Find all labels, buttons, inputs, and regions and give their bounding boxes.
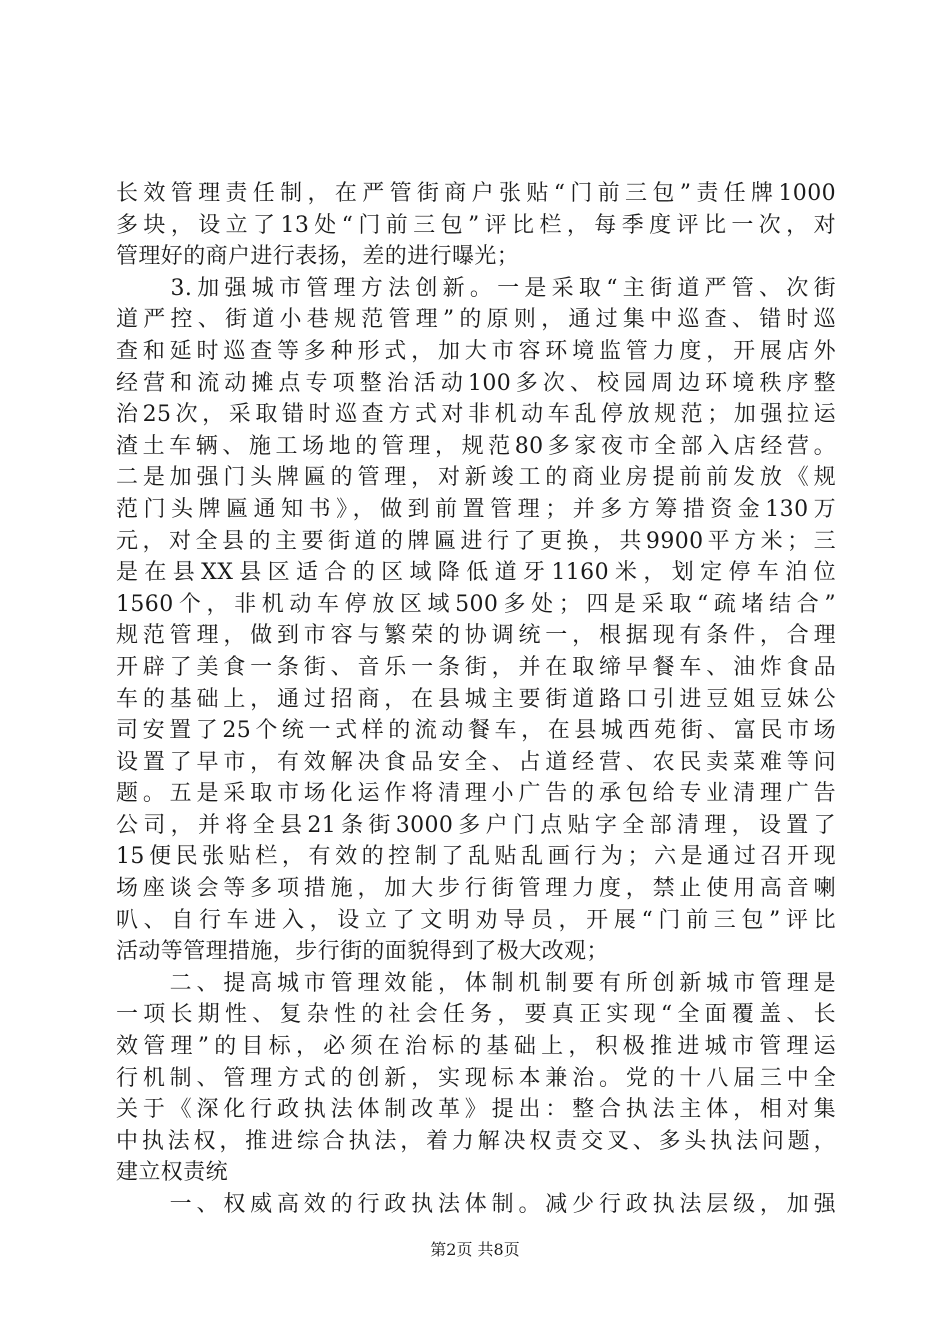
text-line: 二是加强门头牌匾的管理，对新竣工的商业房提前前发放《规 <box>116 465 836 491</box>
text-line: 治25次，采取错时巡查方式对非机动车乱停放规范；加强拉运 <box>116 402 836 428</box>
text-line: 建立权责统 <box>116 1160 229 1186</box>
text-line: 题。五是采取市场化运作将清理小广告的承包给专业清理广告 <box>116 781 836 807</box>
text-line: 3.加强城市管理方法创新。一是采取“主街道严管、次街 <box>116 275 836 301</box>
text-line: 公司，并将全县21条街3000多户门点贴字全部清理，设置了 <box>116 812 836 838</box>
text-line: 场座谈会等多项措施，加大步行街管理力度，禁止使用高音喇 <box>116 876 836 902</box>
text-line: 元，对全县的主要街道的牌匾进行了更换，共9900平方米；三 <box>116 528 836 554</box>
text-line: 行机制、管理方式的创新，实现标本兼治。党的十八届三中全 <box>116 1065 836 1091</box>
text-line: 道严控、街道小巷规范管理”的原则，通过集中巡查、错时巡 <box>116 307 836 333</box>
document-body <box>116 178 836 1221</box>
text-line: 关于《深化行政执法体制改革》提出：整合执法主体，相对集 <box>116 1097 836 1123</box>
text-line: 15便民张贴栏，有效的控制了乱贴乱画行为；六是通过召开现 <box>116 844 836 870</box>
text-line: 一项长期性、复杂性的社会任务，要真正实现“全面覆盖、长 <box>116 1002 836 1028</box>
text-line: 规范管理，做到市容与繁荣的协调统一，根据现有条件，合理 <box>116 623 836 649</box>
text-line: 渣土车辆、施工场地的管理，规范80多家夜市全部入店经营。 <box>116 433 836 459</box>
text-line: 叭、自行车进入，设立了文明劝导员，开展“门前三包”评比 <box>116 907 836 933</box>
text-line: 一、权威高效的行政执法体制。减少行政执法层级，加强 <box>116 1192 836 1217</box>
text-line: 多块，设立了13处“门前三包”评比栏，每季度评比一次，对 <box>116 212 836 238</box>
text-line: 长效管理责任制，在严管街商户张贴“门前三包”责任牌1000 <box>116 181 836 206</box>
text-line: 活动等管理措施，步行街的面貌得到了极大改观； <box>116 939 609 965</box>
text-line: 司安置了25个统一式样的流动餐车，在县城西苑街、富民市场 <box>116 718 836 744</box>
text-line: 开辟了美食一条街、音乐一条街，并在取缔早餐车、油炸食品 <box>116 654 836 680</box>
text-line: 二、提高城市管理效能，体制机制要有所创新城市管理是 <box>116 970 836 996</box>
text-line: 管理好的商户进行表扬，差的进行曝光； <box>116 244 520 270</box>
text-line: 查和延时巡查等多种形式，加大市容环境监管力度，开展店外 <box>116 338 836 364</box>
text-line: 中执法权，推进综合执法，着力解决权责交叉、多头执法问题， <box>116 1128 836 1154</box>
text-line: 设置了早市，有效解决食品安全、占道经营、农民卖菜难等问 <box>116 749 836 775</box>
text-line: 1560个，非机动车停放区域500多处；四是采取“疏堵结合” <box>116 591 836 617</box>
text-line: 车的基础上，通过招商，在县城主要街道路口引进豆姐豆妹公 <box>116 686 836 712</box>
text-line: 效管理”的目标，必须在治标的基础上，积极推进城市管理运 <box>116 1034 836 1060</box>
text-line: 经营和流动摊点专项整治活动100多次、校园周边环境秩序整 <box>116 370 836 396</box>
page-number-footer: 第2页 共8页 <box>430 1240 520 1259</box>
text-line: 范门头牌匾通知书》，做到前置管理；并多方筹措资金130万 <box>116 496 836 522</box>
text-line: 是在县XX县区适合的区域降低道牙1160米，划定停车泊位 <box>116 560 836 586</box>
